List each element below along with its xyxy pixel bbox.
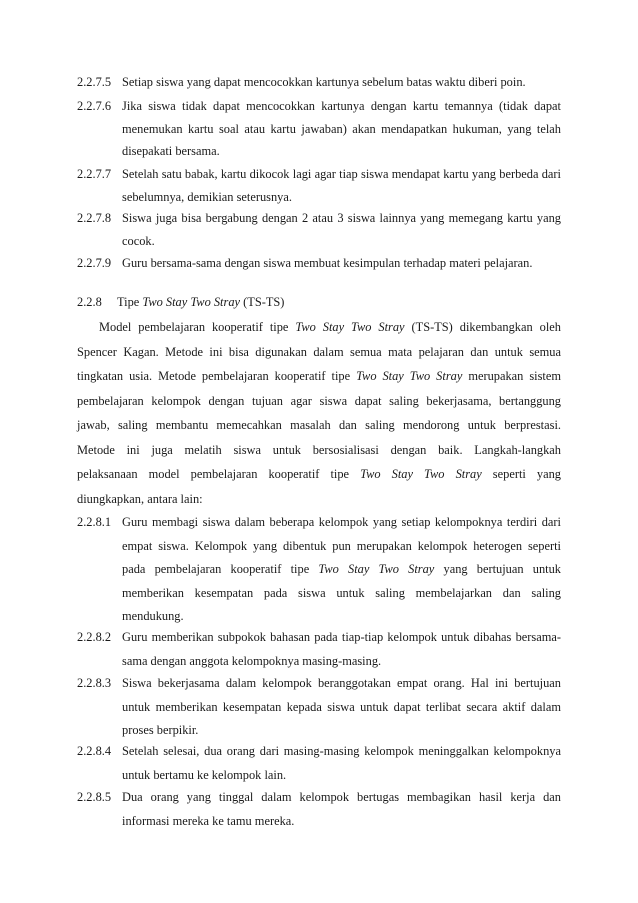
section-number: 2.2.8 bbox=[77, 295, 102, 309]
heading-italic: Two Stay Two Stray bbox=[142, 295, 241, 309]
item-text bbox=[122, 511, 561, 629]
list-item bbox=[77, 511, 561, 629]
item-number: 2.2.7.9 bbox=[77, 256, 112, 270]
body-paragraph bbox=[77, 315, 561, 511]
paragraph-line bbox=[77, 462, 561, 487]
item-number: 2.2.7.7 bbox=[77, 167, 112, 181]
section-heading bbox=[77, 291, 284, 314]
italic-run: Two Stay Two Stray bbox=[295, 320, 405, 334]
list-item bbox=[77, 786, 561, 833]
italic-run: Two Stay Two Stray bbox=[318, 562, 435, 576]
paragraph-line: Metode ini juga melatih siswa untuk bersosialisasi dengan baik. Langkah-langkah bbox=[77, 442, 561, 457]
list-item bbox=[77, 740, 561, 787]
text-run: Model pembelajaran kooperatif tipe bbox=[99, 320, 296, 334]
list-item bbox=[77, 626, 561, 673]
item-number: 2.2.8.1 bbox=[77, 515, 112, 529]
item-text: Dua orang yang tinggal dalam kelompok bertugas membagikan hasil kerja dan informasi mereka ke tamu mereka. bbox=[122, 790, 561, 828]
list-item bbox=[77, 95, 561, 163]
item-text: Guru memberikan subpokok bahasan pada tiap-tiap kelompok untuk dibahas bersama-sama dengan anggota kelompoknya masing-masing. bbox=[122, 630, 561, 668]
item-text: Siswa bekerjasama dalam kelompok beranggotakan empat orang. Hal ini bertujuan untuk memberikan kesempatan kepada siswa untuk dapat terlibat secara aktif dalam proses berpikir. bbox=[122, 676, 561, 737]
paragraph-line bbox=[77, 364, 561, 389]
text-run: Guru membagi siswa dalam beberapa kelompok yang setiap kelompoknya terdiri dari empat siswa. Kelompok yang dibentuk pun merupakan kelompok heterogen seperti pada pembelajaran kooperatif tipe bbox=[122, 515, 561, 576]
paragraph-line: pembelajaran kelompok dengan tujuan agar siswa dapat saling bekerjasama, bertanggung bbox=[77, 393, 561, 408]
item-text: Siswa juga bisa bergabung dengan 2 atau 3 siswa lainnya yang memegang kartu yang cocok. bbox=[122, 211, 561, 248]
text-run: (TS-TS) dikembangkan oleh bbox=[404, 320, 561, 334]
item-text: Setelah satu babak, kartu dikocok lagi agar tiap siswa mendapat kartu yang berbeda dari sebelumnya, demikian seterusnya. bbox=[122, 167, 561, 204]
text-run: seperti yang bbox=[481, 467, 562, 481]
item-number: 2.2.8.2 bbox=[77, 630, 112, 644]
italic-run: Two Stay Two Stray bbox=[360, 467, 482, 481]
item-number: 2.2.7.5 bbox=[77, 75, 112, 89]
text-run: yang bertujuan untuk memberikan kesempatan pada siswa untuk saling membelajarkan dan saling mendukung. bbox=[122, 562, 561, 623]
list-item bbox=[77, 672, 561, 743]
item-number: 2.2.8.3 bbox=[77, 676, 112, 690]
list-item bbox=[77, 207, 561, 252]
list-item bbox=[77, 163, 561, 208]
item-text: Setelah selesai, dua orang dari masing-masing kelompok meninggalkan kelompoknya untuk bertamu ke kelompok lain. bbox=[122, 744, 561, 782]
paragraph-line: jawab, saling membantu memecahkan masalah dan saling mendorong untuk berprestasi. bbox=[77, 418, 561, 432]
item-number: 2.2.7.8 bbox=[77, 211, 112, 225]
text-run: tingkatan usia. Metode pembelajaran kooperatif tipe bbox=[77, 369, 357, 383]
text-run: pelaksanaan model pembelajaran kooperatif tipe bbox=[77, 467, 361, 481]
italic-run: Two Stay Two Stray bbox=[356, 369, 463, 383]
list-item bbox=[77, 71, 561, 94]
item-number: 2.2.8.4 bbox=[77, 744, 112, 758]
paragraph-line bbox=[77, 315, 561, 340]
heading-prefix: Tipe bbox=[117, 295, 143, 309]
text-run: merupakan sistem bbox=[462, 369, 561, 383]
paragraph-line: Spencer Kagan. Metode ini bisa digunakan dalam semua mata pelajaran dan untuk semua bbox=[77, 344, 561, 359]
item-number: 2.2.7.6 bbox=[77, 99, 112, 113]
paragraph-line: diungkapkan, antara lain: bbox=[77, 491, 203, 506]
list-item bbox=[77, 252, 561, 275]
item-text: Jika siswa tidak dapat mencocokkan kartunya dengan kartu temannya (tidak dapat menemukan kartu soal atau kartu jawaban) akan mendapatkan hukuman, yang telah disepakati bersama. bbox=[122, 99, 561, 158]
item-text: Guru bersama-sama dengan siswa membuat kesimpulan terhadap materi pelajaran. bbox=[122, 256, 533, 270]
item-number: 2.2.8.5 bbox=[77, 790, 112, 804]
heading-suffix: (TS-TS) bbox=[240, 295, 285, 309]
item-text: Setiap siswa yang dapat mencocokkan kartunya sebelum batas waktu diberi poin. bbox=[122, 75, 526, 89]
